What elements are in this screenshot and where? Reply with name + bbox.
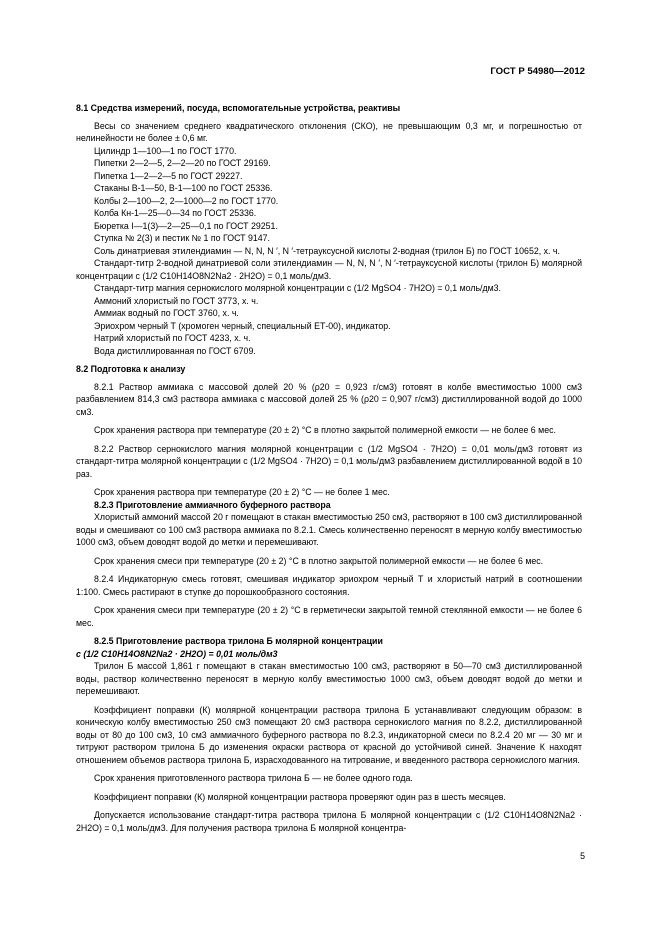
paragraph: Стандарт-титр магния сернокислого молярной концентрации с (1/2 MgSO4 · 7H2O) = 0,1 моль/дм3. <box>94 283 501 293</box>
paragraph: Срок хранения раствора при температуре (20 ± 2) °С — не более 1 мес. <box>94 487 390 497</box>
paragraph: 8.2.4 Индикаторную смесь готовят, смешивая индикатор эриохром черный Т и хлористый натрий в соотношении 1:100. Смесь растирают в ступке до порошкообразного состояния. <box>76 574 582 597</box>
section-8-2-5-subtitle: с (1/2 C10H14O8N2Na2 · 2H2O) = 0,01 моль/дм3 <box>76 648 278 659</box>
paragraph: Срок хранения смеси при температуре (20 ± 2) °С в плотно закрытой полимерной емкости — не более 6 мес. <box>94 555 544 566</box>
paragraph: Коэффициент поправки (К) молярной концентрации раствора трилона Б устанавливают следующим образом: в коническую колбу вместимостью 250 см3 помещают 20 см3 раствора сернокислого магния по 8.2.2, дистиллированной воды от 80 до 100 см3, 10 см3 аммиачного буферного раствора по 8.2.3, индикаторной смеси по 8.2.4 20 мг — 30 мг и титруют раствором трилона Б до изменения окраски раствора от красной до устойчивой синей. Значение К находят отношением объемов раствора трилона Б, израсходованного на титрование, и введенного раствора сернокислого магния. <box>76 704 582 765</box>
list-item: Бюретка I—1(3)—2—25—0,1 по ГОСТ 29251. <box>94 220 278 231</box>
section-8-2-5-title: 8.2.5 Приготовление раствора трилона Б молярной концентрации <box>94 636 383 646</box>
list-item: Стаканы В-1—50, В-1—100 по ГОСТ 25336. <box>94 183 273 193</box>
list-item: Пипетка 1—2—2—5 по ГОСТ 29227. <box>94 170 243 181</box>
list-item: Натрий хлористый по ГОСТ 4233, х. ч. <box>94 333 251 343</box>
list-item: Колба Кн-1—25—0—34 по ГОСТ 25336. <box>94 208 257 218</box>
paragraph: Трилон Б массой 1,861 г помещают в стакан вместимостью 100 см3, растворяют в 50—70 см3 дистиллированной воды, раствор количественно переносят в мерную колбу вместимостью 1000 см3, объем доводят водой до метки и перемешивают. <box>76 661 582 696</box>
section-8-1-title: 8.1 Средства измерений, посуда, вспомогательные устройства, реактивы <box>76 103 401 113</box>
paragraph: Хлористый аммоний массой 20 г помещают в стакан вместимостью 250 см3, растворяют в 100 см3 дистиллированной воды и смешивают со 100 см3 раствора аммиака по 8.2.1. Смесь количественно переносят в мерную колбу вместимостью 1000 см3, объем доводят водой до метки и перемешивают. <box>76 512 582 547</box>
paragraph: 8.2.2 Раствор сернокислого магния молярной концентрации с (1/2 MgSO4 · 7H2O) = 0,01 моль/дм3 готовят из стандарт-титра молярной концентрации с (1/2 MgSO4 · 7H2O) = 0,1 моль/дм3 разбавлением дистиллированной водой в 10 раз. <box>76 443 582 479</box>
section-8-2-title: 8.2 Подготовка к анализу <box>76 364 186 374</box>
document-id-header: ГОСТ Р 54980—2012 <box>490 66 585 77</box>
paragraph: 8.2.1 Раствор аммиака с массовой долей 20 % (ρ20 = 0,923 г/см3) готовят в колбе вместимостью 1000 см3 разбавлением 814,3 см3 раствора аммиака с массовой долей 25 % (ρ20 = 0,907 г/см3) дистиллированной водой до 1000 см3. <box>76 381 582 417</box>
list-item: Вода дистиллированная по ГОСТ 6709. <box>94 345 256 356</box>
paragraph: Срок хранения смеси при температуре (20 ± 2) °С в герметически закрытой темной стеклянной емкости — не более 6 мес. <box>76 605 582 628</box>
list-item: Пипетки 2—2—5, 2—2—20 по ГОСТ 29169. <box>94 158 271 168</box>
page-number: 5 <box>580 851 585 861</box>
list-item: Ступка № 2(3) и пестик № 1 по ГОСТ 9147. <box>94 233 270 243</box>
document-body <box>76 96 582 834</box>
list-item: Эриохром черный Т (хромоген черный, специальный ЕТ-00), индикатор. <box>94 320 391 331</box>
paragraph: Весы со значением среднего квадратического отклонения (СКО), не превышающим 0,3 мг, и погрешностью от нелинейности не более ± 0,6 мг. <box>76 120 582 143</box>
paragraph: Соль динатриевая этилендиамин — N, N, N ′, N ′-тетрауксусной кислоты 2-водная (трилон Б) по ГОСТ 10652, х. ч. <box>94 245 560 256</box>
paragraph: Срок хранения приготовленного раствора трилона Б — не более одного года. <box>94 773 413 783</box>
paragraph: Коэффициент поправки (К) молярной концентрации раствора проверяют один раз в шесть месяцев. <box>94 791 506 802</box>
paragraph: Срок хранения раствора при температуре (20 ± 2) °С в плотно закрытой полимерной емкости — не более 6 мес. <box>94 425 556 435</box>
list-item: Цилиндр 1—100—1 по ГОСТ 1770. <box>94 145 237 156</box>
paragraph: Стандарт-титр 2-водной динатриевой соли этилендиамин — N, N, N ′, N ′-тетрауксусной кислоты (трилон Б) молярной концентрации с (1/2 C10H14O8N2Na2 · 2H2O) = 0,1 моль/дм3. <box>76 258 582 281</box>
section-8-2-3-title: 8.2.3 Приготовление аммиачного буферного раствора <box>94 499 331 510</box>
paragraph: Допускается использование стандарт-титра раствора трилона Б молярной концентрации с (1/2 C10H14O8N2Na2 · 2H2O) = 0,1 моль/дм3. Для получения раствора трилона Б молярной концентра- <box>76 810 582 833</box>
list-item: Колбы 2—100—2, 2—1000—2 по ГОСТ 1770. <box>94 195 279 206</box>
list-item: Аммоний хлористый по ГОСТ 3773, х. ч. <box>94 295 259 306</box>
list-item: Аммиак водный по ГОСТ 3760, х. ч. <box>94 308 239 318</box>
